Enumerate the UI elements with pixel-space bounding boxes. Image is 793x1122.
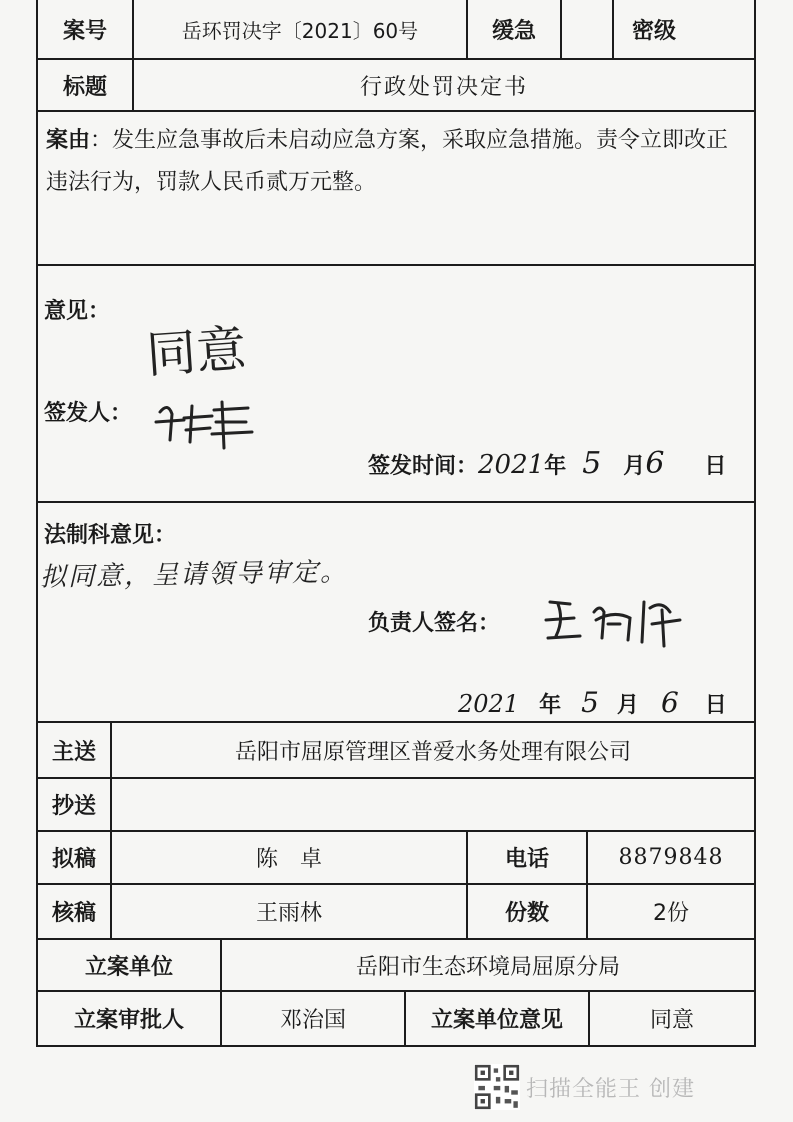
title-value: 行政处罚决定书: [359, 74, 528, 100]
opinion-handwriting: [144, 309, 249, 388]
cc-label: 抄送: [51, 794, 96, 819]
sign-month-unit: 月: [623, 454, 646, 479]
sign-day: 6: [645, 446, 665, 481]
main-to-value: 岳阳市屈原管理区普爱水务处理有限公司: [234, 739, 631, 765]
reason-section: [46, 120, 750, 204]
sign-month: 5: [582, 446, 602, 481]
draft-value: 陈 卓: [255, 847, 322, 872]
legal-month: 5: [581, 686, 599, 719]
sign-year-unit: 年: [544, 454, 567, 479]
filing-unit-value: 岳阳市生态环境局屈原分局: [355, 954, 620, 980]
secrecy-label: 密级: [631, 18, 676, 44]
main-to-label: 主送: [51, 739, 96, 765]
legal-label: 法制科意见：: [44, 523, 177, 548]
sign-year: 2021: [478, 450, 545, 480]
copies-label: 份数: [504, 901, 549, 926]
title-label: 标题: [62, 74, 107, 100]
sign-time: [368, 446, 726, 481]
legal-year: 2021: [458, 690, 520, 718]
signer-label: 签发人：: [44, 401, 133, 426]
legal-month-unit: 月: [616, 693, 639, 718]
qr-code-icon: [474, 1064, 520, 1110]
signer-signature: [150, 392, 270, 452]
legal-year-unit: 年: [539, 693, 562, 718]
case-no-label: 案号: [62, 18, 107, 44]
sign-time-label: 签发时间：: [368, 454, 479, 479]
review-label: 核稿: [51, 901, 96, 926]
draft-label: 拟稿: [51, 847, 96, 872]
phone-label: 电话: [504, 847, 549, 872]
filing-approver-value: 邓治国: [279, 1008, 346, 1033]
responsible-signature: [540, 590, 700, 650]
secrecy-value: [694, 0, 754, 58]
case-no-value: 岳环罚决字〔2021〕60号: [181, 18, 419, 43]
legal-handwriting: [40, 551, 349, 593]
reason-text: ：发生应急事故后未启动应急方案，采取应急措施。责令立即改正违法行为，罚款人民币贰万元整。: [46, 128, 729, 195]
legal-handwritten-text: 拟同意，呈请領导审定。: [39, 557, 349, 593]
review-value: 王雨林: [255, 901, 322, 926]
legal-date: [458, 686, 727, 719]
filing-unit-opinion-value: 同意: [649, 1008, 694, 1033]
scanner-watermark: [474, 1064, 695, 1110]
urgency-value: [562, 0, 612, 58]
legal-day: 6: [660, 686, 679, 719]
opinion-handwritten-text: 同意: [144, 319, 249, 385]
responsible-label: 负责人签名：: [368, 611, 501, 636]
opinion-label: 意见：: [44, 299, 111, 324]
urgency-label: 缓急: [491, 18, 536, 44]
cc-value: [112, 779, 754, 830]
copies-value: 2份: [653, 901, 689, 926]
filing-unit-opinion-label: 立案单位意见: [430, 1008, 563, 1033]
phone-value: 8879848: [618, 845, 724, 870]
filing-approver-label: 立案审批人: [73, 1008, 184, 1033]
filing-unit-label: 立案单位: [84, 954, 173, 980]
watermark-text: 扫描全能王 创建: [526, 1076, 695, 1102]
reason-label: 案由: [46, 128, 91, 153]
sign-day-unit: 日: [704, 454, 727, 479]
legal-day-unit: 日: [704, 693, 727, 718]
